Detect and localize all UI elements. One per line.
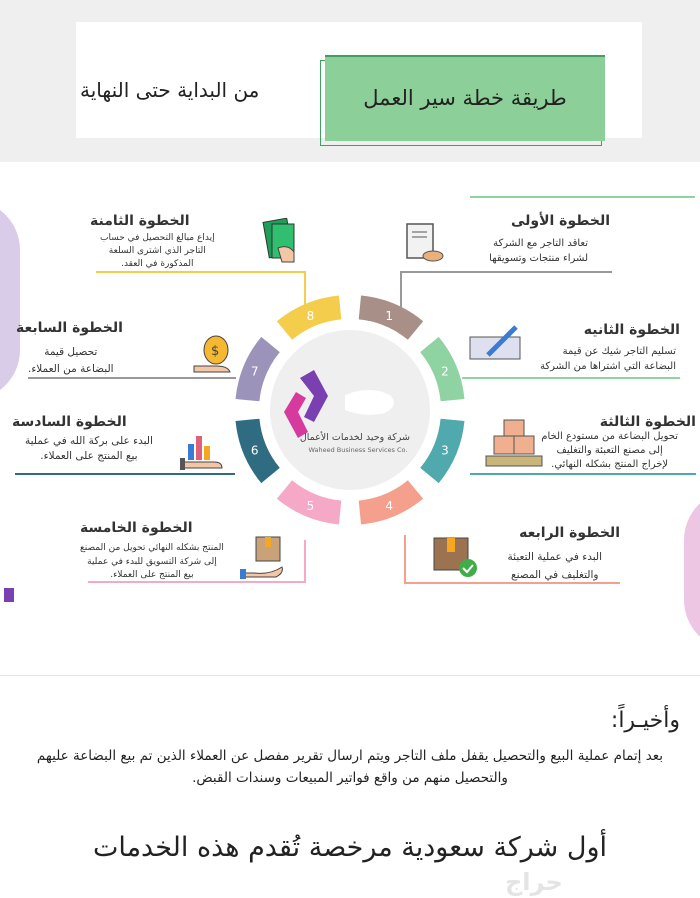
wheel-number-6: 6 [250, 443, 259, 458]
step-desc: تحصيل قيمة البضاعة من العملاء. [28, 346, 114, 375]
final-text: بعد إتمام عملية البيع والتحصيل يقفل ملف التاجر ويتم ارسال تقرير مفصل عن العملاء الذين تم بيع البضاعة عليهم والتحصيل منهم من واقع فواتير المبيعات وسندات القبض. [36, 748, 664, 786]
final-heading: وأخيـراً: [610, 708, 680, 733]
step-desc: تسليم التاجر شيك عن قيمة البضاعة التي اشتراها من الشركة [540, 346, 676, 372]
connector [28, 377, 236, 379]
connector [304, 271, 306, 307]
svg-text:$: $ [211, 344, 220, 359]
connector [404, 535, 406, 583]
step-desc: تحويل البضاعة من مستودع الخام إلى مصنع التعبئة والتغليف لإخراج المنتج بشكله النهائي. [541, 431, 678, 470]
connector [96, 271, 306, 273]
wheel-number-5: 5 [306, 499, 315, 514]
wheel-number-2: 2 [441, 364, 449, 379]
chart-hand-icon [178, 428, 226, 472]
connector [400, 271, 612, 273]
box-hand-icon [238, 535, 288, 585]
step-title: الخطوة الثالثة [599, 414, 696, 430]
wheel-number-1: 1 [385, 308, 394, 323]
step-desc: تعاقد التاجر مع الشركة لشراء منتجات وتسويقها [489, 238, 588, 264]
page-title: طريقة خطة سير العمل [363, 86, 567, 110]
boxes-pallet-icon [484, 418, 546, 470]
wheel-number-8: 8 [306, 308, 315, 323]
step-title: الخطوة الثانيه [583, 322, 680, 338]
connector [462, 377, 680, 379]
contract-handshake-icon [405, 222, 445, 266]
step-title: الخطوة الخامسة [80, 520, 193, 536]
cash-hand-icon [262, 218, 302, 266]
logo-name-en: Waheed Business Services Co. [308, 446, 408, 454]
money-bag-hand-icon [190, 330, 234, 376]
connector [304, 540, 306, 583]
watermark-logo: حراج [505, 868, 563, 896]
step-title: الخطوة الأولى [510, 213, 610, 229]
step-desc: المنتج بشكله النهائي تحويل من المصنع إلى شركة التسويق للبدء في عملية بيع المنتج على العملاء. [80, 543, 224, 580]
connector [15, 473, 235, 475]
step-title: الخطوة السادسة [12, 414, 127, 430]
connector [400, 271, 402, 307]
connector [470, 473, 696, 475]
box-check-icon [430, 528, 480, 580]
logo-name-ar: شركة وحيد لخدمات الأعمال [299, 432, 410, 443]
page-subtitle: من البداية حتى النهاية [80, 78, 260, 102]
connector [88, 581, 306, 583]
step-desc: البدء في عملية التعبئة والتغليف في المصنع [507, 551, 602, 581]
connector [404, 582, 620, 584]
step-title: الخطوة الثامنة [90, 213, 190, 229]
slogan: أول شركة سعودية مرخصة تُقدم هذه الخدمات [92, 832, 608, 863]
wheel-number-7: 7 [250, 364, 259, 379]
step-title: الخطوة الرابعه [519, 525, 620, 541]
step-title: الخطوة السابعة [16, 320, 123, 336]
wheel-number-4: 4 [385, 499, 394, 514]
step-desc: إيداع مبالغ التحصيل في حساب التاجر الذي اشترى السلعة المذكورة في العقد. [100, 233, 215, 269]
step-desc: البدء على بركة الله في عملية بيع المنتج على العملاء. [25, 435, 153, 462]
wheel-number-3: 3 [441, 443, 449, 458]
cheque-pen-icon [468, 325, 524, 365]
world-map-shape [345, 390, 394, 415]
